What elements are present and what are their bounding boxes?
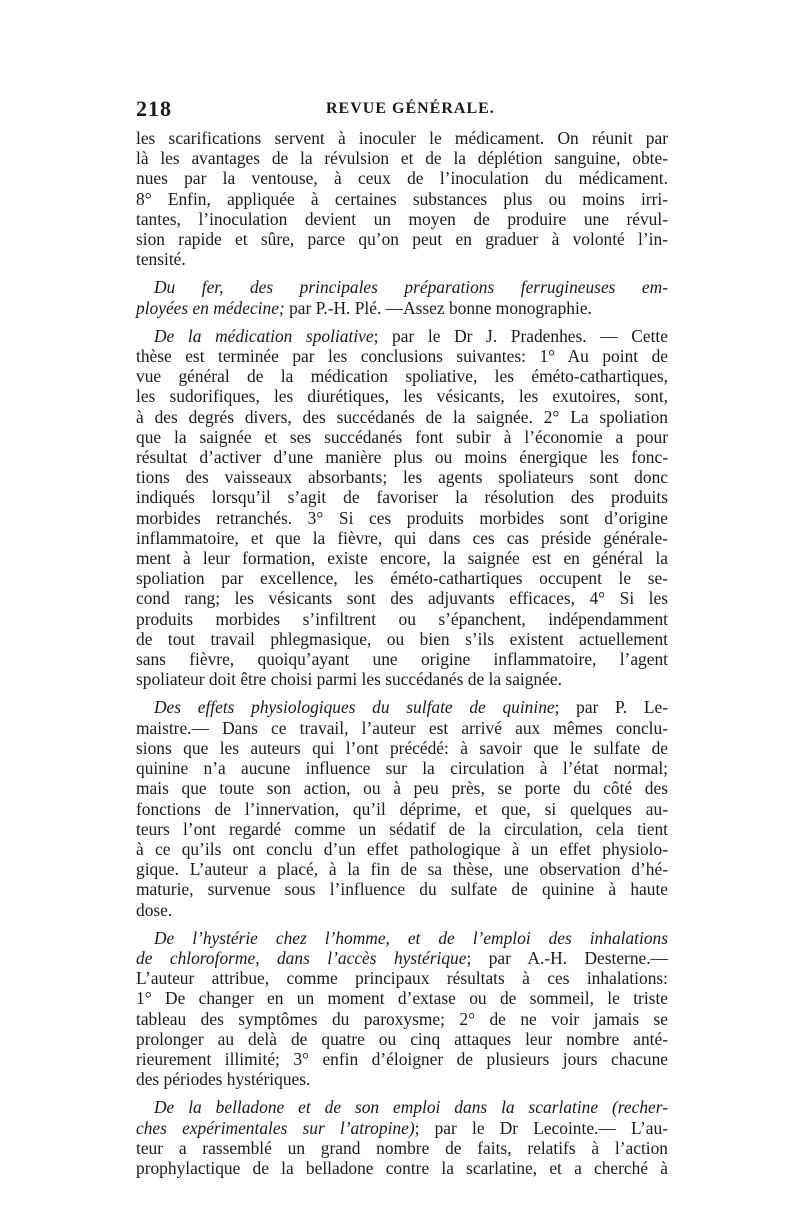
line-text: vue général de la médication spoliative, les éméto-cathartiques,: [136, 366, 668, 387]
running-title: REVUE GÉNÉRALE.: [326, 100, 495, 117]
text-line: [136, 326, 668, 346]
line-text: maistre.— Dans ce travail, l’auteur est arrivé aux mêmes conclu-: [136, 717, 668, 738]
text-line: [136, 148, 668, 168]
text-line: [136, 819, 668, 839]
line-text: tantes, l’inoculation devient un moyen de produire une révul-: [136, 208, 668, 229]
text-line: [136, 609, 668, 629]
italic-title: Du fer, des principales préparations ferrugineuses em-: [154, 277, 668, 298]
line-text: quinine n’a aucune influence sur la circulation à l’état normal;: [136, 758, 668, 779]
text-line: [136, 839, 668, 859]
italic-title: Des effets physiologiques du sulfate de quinine: [154, 697, 555, 718]
line-text: spoliation par excellence, les éméto-cathartiques occupent le se-: [136, 568, 668, 589]
page-number: 218: [136, 96, 172, 121]
text-line: [136, 1049, 668, 1069]
text-line: [136, 508, 668, 528]
italic-title: ches expérimentales sur l’atropine): [136, 1117, 415, 1138]
text-line: [136, 738, 668, 758]
line-text: à des degrés divers, des succédanés de la saignée. 2° La spoliation: [136, 406, 668, 427]
line-text: ; par P. Le-: [554, 697, 668, 718]
text-line: [136, 928, 668, 948]
line-text: thèse est terminée par les conclusions suivantes: 1° Au point de: [136, 346, 668, 367]
line-text: maturie, survenue sous l’influence du sulfate de quinine à haute: [136, 879, 668, 900]
text-line: [136, 669, 668, 689]
line-text: L’auteur attribue, comme principaux résultats à ces inhalations:: [136, 968, 668, 989]
line-text: produits morbides s’infiltrent ou s’épanchent, indépendamment: [136, 608, 668, 629]
line-text: ment à leur formation, existe encore, la saignée est en général la: [136, 548, 668, 569]
italic-title: De l’hystérie chez l’homme, et de l’emploi des inhalations: [154, 927, 668, 948]
line-text: sion rapide et sûre, parce qu’on peut en graduer à volonté l’in-: [136, 229, 668, 250]
text-line: [136, 778, 668, 798]
text-line: [136, 209, 668, 229]
text-line: [136, 1029, 668, 1049]
italic-title: de chloroforme, dans l’accès hystérique: [136, 947, 467, 968]
line-text: morbides retranchés. 3° Si ces produits morbides sont d’origine: [136, 507, 668, 528]
line-text: 8° Enfin, appliquée à certaines substances plus ou moins irri-: [136, 188, 668, 209]
text-line: [136, 1158, 668, 1178]
text-line: [136, 799, 668, 819]
line-text: teurs l’ont regardé comme un sédatif de la circulation, cela tient: [136, 818, 668, 839]
text-line: [136, 879, 668, 899]
text-line: [136, 229, 668, 249]
text-line: [136, 386, 668, 406]
line-text: de tout travail phlegmasique, ou bien s’ils existent actuellement: [136, 628, 668, 649]
text-line: [136, 528, 668, 548]
line-text: à ce qu’ils ont conclu d’un effet pathologique à un effet physiolo-: [136, 838, 668, 859]
italic-title: ployées en médecine;: [136, 297, 285, 318]
text-line: [136, 697, 668, 717]
text-line: [136, 298, 668, 318]
line-text: cond rang; les vésicants sont des adjuvants efficaces, 4° Si les: [136, 588, 668, 609]
text-line: [136, 366, 668, 386]
text-line: [136, 1138, 668, 1158]
line-text: indiqués lorsqu’il s’agit de favoriser la résolution des produits: [136, 487, 668, 508]
line-text: fonctions de l’innervation, qu’il déprime, et que, si quelques au-: [136, 798, 668, 819]
italic-title: De la médication spoliative: [154, 325, 374, 346]
line-text: sans fièvre, quoiqu’ayant une origine inflammatoire, l’agent: [136, 649, 668, 670]
text-line: [136, 467, 668, 487]
text-line: [136, 948, 668, 968]
text-line: [136, 588, 668, 608]
body-text: [136, 128, 668, 1178]
text-line: [136, 900, 668, 920]
line-text: tions des vaisseaux absorbants; les agents spoliateurs sont donc: [136, 467, 668, 488]
text-line: [136, 1069, 668, 1089]
line-text: prolonger au delà de quatre ou cinq attaques leur nombre anté-: [136, 1028, 668, 1049]
line-text: mais que toute son action, ou à peu près, se porte du côté des: [136, 778, 668, 799]
line-text: les sudorifiques, les diurétiques, les vésicants, les exutoires, sont,: [136, 386, 668, 407]
text-line: [136, 629, 668, 649]
line-text: des périodes hystériques.: [136, 1069, 311, 1090]
line-text: teur a rassemblé un grand nombre de faits, relatifs à l’action: [136, 1137, 668, 1158]
text-line: [136, 988, 668, 1008]
text-line: [136, 548, 668, 568]
text-line: [136, 277, 668, 297]
line-text: tensité.: [136, 249, 186, 270]
text-line: [136, 859, 668, 879]
text-line: [136, 189, 668, 209]
text-line: [136, 758, 668, 778]
text-line: [136, 128, 668, 148]
line-text: sions que les auteurs qui l’ont précédé: à savoir que le sulfate de: [136, 737, 668, 758]
text-line: [136, 718, 668, 738]
line-text: ; par le Dr J. Pradenhes. — Cette: [373, 325, 668, 346]
text-line: [136, 568, 668, 588]
page-header: [136, 96, 668, 124]
line-text: ; par A.-H. Desterne.—: [466, 947, 669, 968]
line-text: 1° De changer en un moment d’extase ou de sommeil, le triste: [136, 988, 668, 1009]
line-text: résultat d’activer d’une manière plus ou moins énergique les fonc-: [136, 447, 668, 468]
text-line: [136, 346, 668, 366]
text-line: [136, 649, 668, 669]
line-text: les scarifications servent à inoculer le médicament. On réunit par: [136, 128, 668, 148]
line-text: par P.-H. Plé. —Assez bonne monographie.: [284, 297, 592, 318]
text-line: [136, 1009, 668, 1029]
text-line: [136, 447, 668, 467]
text-line: [136, 427, 668, 447]
line-text: spoliateur doit être choisi parmi les succédanés de la saignée.: [136, 669, 562, 690]
line-text: là les avantages de la révulsion et de la déplétion sanguine, obte-: [136, 148, 668, 169]
text-line: [136, 487, 668, 507]
line-text: prophylactique de la belladone contre la scarlatine, et a cherché à: [136, 1157, 668, 1178]
text-line: [136, 1097, 668, 1117]
text-line: [136, 407, 668, 427]
line-text: que la saignée et ses succédanés font subir à l’économie a pour: [136, 426, 668, 447]
italic-title: De la belladone et de son emploi dans la scarlatine (recher-: [154, 1097, 668, 1118]
line-text: tableau des symptômes du paroxysme; 2° de ne voir jamais se: [136, 1008, 668, 1029]
text-line: [136, 249, 668, 269]
text-line: [136, 1118, 668, 1138]
line-text: inflammatoire, et que la fièvre, qui dans ces cas préside générale-: [136, 527, 668, 548]
text-line: [136, 968, 668, 988]
line-text: dose.: [136, 899, 173, 920]
line-text: rieurement illimité; 3° enfin d’éloigner de plusieurs jours chacune: [136, 1048, 668, 1069]
text-line: [136, 168, 668, 188]
line-text: nues par la ventouse, à ceux de l’inoculation du médicament.: [136, 168, 668, 189]
line-text: gique. L’auteur a placé, à la fin de sa thèse, une observation d’hé-: [136, 859, 668, 880]
line-text: ; par le Dr Lecointe.— L’au-: [414, 1117, 668, 1138]
